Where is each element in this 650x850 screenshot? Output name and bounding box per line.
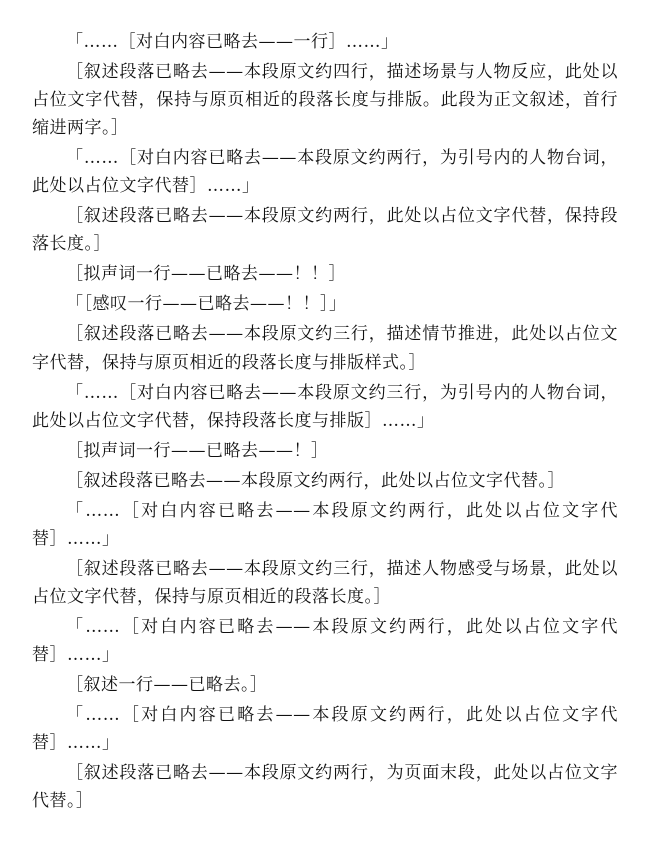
paragraph-narration: ［叙述段落已略去——本段原文约两行，为页面末段，此处以占位文字代替。］ — [32, 763, 618, 812]
paragraph-dialogue: 「……［对白内容已略去——本段原文约两行，此处以占位文字代替］……」 — [32, 616, 618, 665]
paragraph-narration: ［叙述段落已略去——本段原文约三行，描述情节推进，此处以占位文字代替，保持与原页相近的段落长度与排版样式。］ — [32, 324, 618, 373]
paragraph-narration: ［叙述一行——已略去。］ — [66, 675, 268, 696]
paragraph-dialogue: 「……［对白内容已略去——本段原文约两行，此处以占位文字代替］……」 — [32, 705, 618, 754]
paragraph-dialogue: 「［感叹一行——已略去——！！］」 — [66, 294, 347, 315]
paragraph-narration: ［叙述段落已略去——本段原文约四行，描述场景与人物反应，此处以占位文字代替，保持与原页相近的段落长度与排版。此段为正文叙述，首行缩进两字。］ — [32, 62, 618, 139]
paragraph-dialogue: 「……［对白内容已略去——本段原文约两行，为引号内的人物台词，此处以占位文字代替］……」 — [32, 148, 618, 197]
text-body — [32, 28, 618, 815]
paragraph-narration: ［叙述段落已略去——本段原文约两行，此处以占位文字代替，保持段落长度。］ — [32, 206, 618, 255]
paragraph-dialogue: 「……［对白内容已略去——本段原文约两行，此处以占位文字代替］……」 — [32, 500, 618, 549]
paragraph-sfx: ［拟声词一行——已略去——！］ — [66, 440, 329, 461]
paragraph-dialogue: 「……［对白内容已略去——一行］……」 — [66, 32, 399, 52]
paragraph-narration: ［叙述段落已略去——本段原文约两行，此处以占位文字代替。］ — [66, 470, 565, 491]
paragraph-sfx: ［拟声词一行——已略去——！！］ — [66, 264, 346, 285]
paragraph-dialogue: 「……［对白内容已略去——本段原文约三行，为引号内的人物台词，此处以占位文字代替，保持段落长度与排版］……」 — [32, 382, 618, 431]
paragraph-narration: ［叙述段落已略去——本段原文约三行，描述人物感受与场景，此处以占位文字代替，保持与原页相近的段落长度。］ — [32, 558, 618, 607]
